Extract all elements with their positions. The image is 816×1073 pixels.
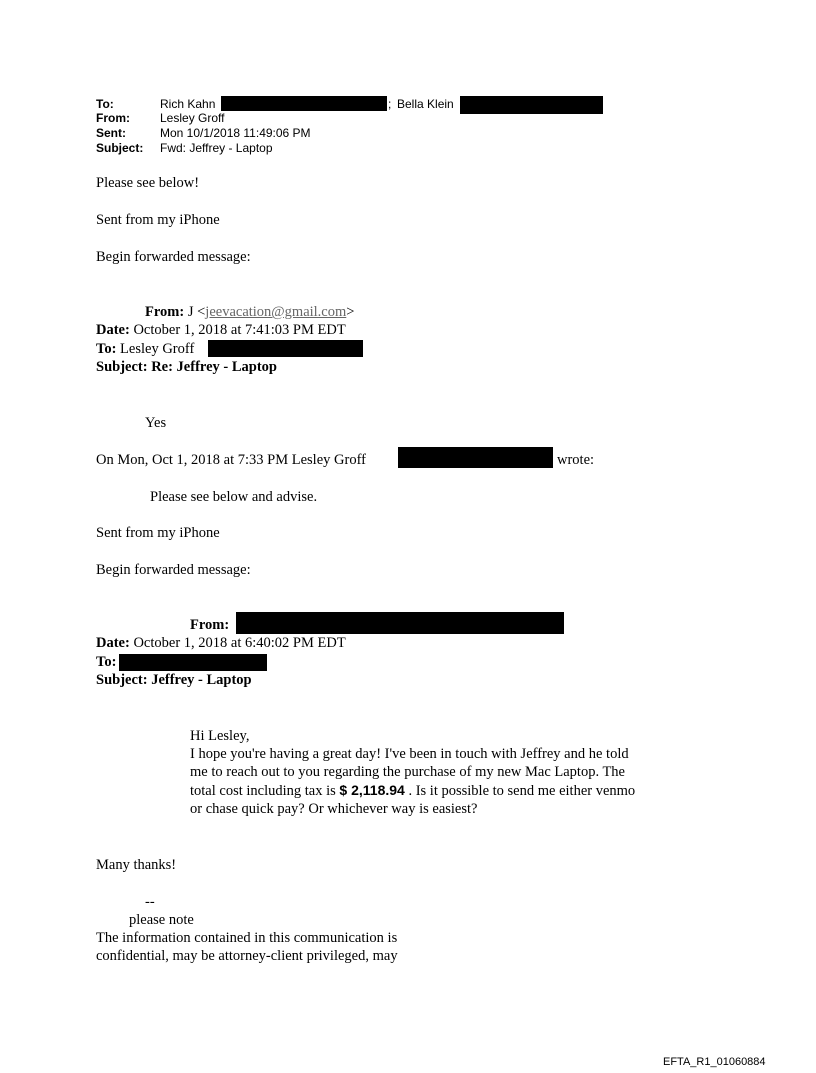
redaction-bar xyxy=(119,654,267,671)
fwd2-paragraph-start: I hope you're having a great day! I've been in touch with Jeffrey and he told me to reach out to you regarding the purchase of my new Mac Laptop. The total cost including tax is xyxy=(190,746,629,799)
fwd1-from-row xyxy=(145,303,354,321)
fwd1-quote-prefix: On Mon, Oct 1, 2018 at 7:33 PM Lesley Groff xyxy=(96,452,366,468)
fwd2-date-label: Date: xyxy=(96,635,130,651)
redaction-bar xyxy=(236,612,564,634)
fwd1-from-name: J xyxy=(187,304,194,320)
email-header xyxy=(96,97,616,157)
fwd1-reply-text: Yes xyxy=(145,415,167,431)
header-to-name-2: Bella Klein xyxy=(397,97,454,111)
body-line-begin-forwarded: Begin forwarded message: xyxy=(96,249,251,265)
fwd2-from-row xyxy=(190,616,229,634)
fwd2-to-row xyxy=(96,653,116,671)
fwd2-paragraph xyxy=(190,745,640,818)
fwd1-subject-row xyxy=(96,358,277,376)
fwd2-from-label: From: xyxy=(190,617,230,633)
header-sent-row xyxy=(96,126,616,140)
header-from-label: From: xyxy=(96,111,130,125)
document-id: EFTA_R1_01060884 xyxy=(663,1056,766,1068)
signature-dash: -- xyxy=(145,894,155,910)
header-to-row xyxy=(96,97,616,111)
fwd1-begin-forwarded: Begin forwarded message: xyxy=(96,562,251,578)
fwd1-from-close-bracket: > xyxy=(346,304,355,320)
header-sent-label: Sent: xyxy=(96,126,126,140)
disclaimer-line-2: confidential, may be attorney-client privileged, may xyxy=(96,948,398,964)
redaction-bar xyxy=(221,96,387,111)
fwd2-date-row xyxy=(96,634,346,652)
fwd2-subject-row xyxy=(96,671,252,689)
fwd1-date-value: October 1, 2018 at 7:41:03 PM EDT xyxy=(133,322,346,338)
header-from-value: Lesley Groff xyxy=(160,111,225,125)
fwd1-from-email-link[interactable]: jeevacation@gmail.com xyxy=(205,304,347,320)
fwd1-to-value: Lesley Groff xyxy=(120,341,195,357)
header-to-name: Rich Kahn xyxy=(160,97,216,111)
fwd1-to-row xyxy=(96,340,194,358)
fwd2-subject-label: Subject: xyxy=(96,672,148,688)
header-to-label: To: xyxy=(96,97,114,111)
fwd1-date-label: Date: xyxy=(96,322,130,338)
fwd1-quote-text: Please see below and advise. xyxy=(150,489,318,505)
fwd1-to-label: To: xyxy=(96,341,117,357)
header-sent-value: Mon 10/1/2018 11:49:06 PM xyxy=(160,126,311,140)
fwd2-to-label: To: xyxy=(96,654,117,670)
disclaimer-line-1: The information contained in this communication is xyxy=(96,930,398,946)
closing-thanks: Many thanks! xyxy=(96,857,177,873)
header-from-row xyxy=(96,111,616,125)
redaction-bar xyxy=(398,447,553,468)
header-to-separator: ; xyxy=(388,97,392,111)
fwd1-date-row xyxy=(96,321,346,339)
fwd1-from-label: From: xyxy=(145,304,185,320)
header-subject-value: Fwd: Jeffrey - Laptop xyxy=(160,141,273,155)
signature-note: please note xyxy=(129,912,194,928)
fwd2-amount: $ 2,118.94 xyxy=(339,782,405,798)
fwd2-date-value: October 1, 2018 at 6:40:02 PM EDT xyxy=(133,635,346,651)
fwd1-from-open-bracket: < xyxy=(197,304,206,320)
fwd1-subject-label: Subject: xyxy=(96,359,148,375)
fwd2-subject-value: Jeffrey - Laptop xyxy=(151,672,252,688)
header-subject-label: Subject: xyxy=(96,141,144,155)
header-subject-row xyxy=(96,141,616,155)
fwd1-subject-value: Re: Jeffrey - Laptop xyxy=(151,359,277,375)
fwd1-sent-from: Sent from my iPhone xyxy=(96,525,220,541)
redaction-bar xyxy=(208,340,363,357)
fwd1-quote-suffix: wrote: xyxy=(557,452,595,468)
fwd2-greeting: Hi Lesley, xyxy=(190,728,250,744)
body-line-please-see: Please see below! xyxy=(96,175,200,191)
body-line-sent-from: Sent from my iPhone xyxy=(96,212,220,228)
fwd2-paragraph-end: . Is it possible to send me either venmo or chase quick pay? Or whichever way is easiest? xyxy=(190,783,636,817)
